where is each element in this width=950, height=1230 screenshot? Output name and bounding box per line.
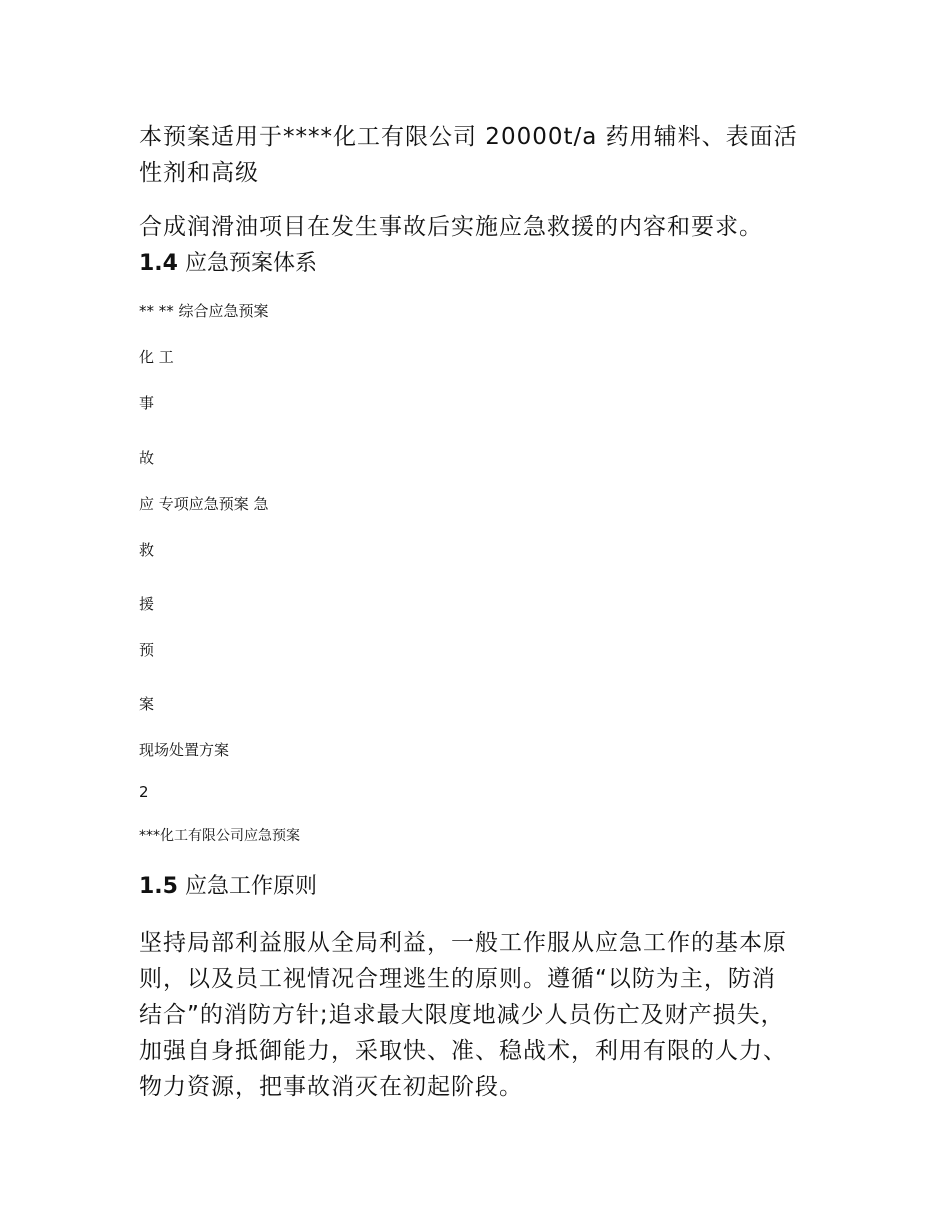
section-1-4-number: 1.4 [139, 251, 178, 276]
diagram-text-jiu: 救 [139, 541, 155, 559]
diagram-text-onsite-plan: 现场处置方案 [139, 741, 230, 759]
diagram-text-gu: 故 [139, 449, 155, 467]
section-1-5-heading [139, 869, 317, 900]
scope-text-line-1: 本预案适用于****化工有限公司 20000t/a 药用辅料、表面活 [139, 124, 798, 150]
principle-text-line-1: 坚持局部利益服从全局利益，一般工作服从应急工作的基本原 [139, 930, 787, 956]
principle-text-line-4: 加强自身抵御能力，采取快、准、稳战术，利用有限的人力、 [139, 1038, 787, 1064]
section-1-5-title: 应急工作原则 [184, 874, 317, 899]
diagram-text-shi: 事 [139, 394, 155, 412]
diagram-text-an: 案 [139, 695, 155, 713]
diagram-text-yu: 预 [139, 641, 155, 659]
diagram-text-special-plan: 应 专项应急预案 急 [139, 495, 269, 513]
scope-text-line-3: 合成润滑油项目在发生事故后实施应急救援的内容和要求。 [139, 214, 763, 240]
section-1-4-title: 应急预案体系 [184, 251, 317, 276]
principle-text-line-2: 则，以及员工视情况合理逃生的原则。遵循“以防为主，防消 [139, 966, 776, 992]
page-number: 2 [139, 783, 149, 801]
diagram-text-comprehensive-plan: ** ** 综合应急预案 [139, 302, 269, 320]
diagram-text-yuan: 援 [139, 595, 155, 613]
principle-text-line-3: 结合”的消防方针;追求最大限度地减少人员伤亡及财产损失， [139, 1002, 785, 1028]
scope-text-line-2: 性剂和高级 [139, 160, 259, 186]
footer-company-title: ***化工有限公司应急预案 [139, 828, 300, 844]
section-1-4-heading [139, 246, 317, 277]
section-1-5-number: 1.5 [139, 874, 178, 899]
principle-text-line-5: 物力资源，把事故消灭在初起阶段。 [139, 1074, 523, 1100]
diagram-text-chemical: 化 工 [139, 348, 174, 366]
